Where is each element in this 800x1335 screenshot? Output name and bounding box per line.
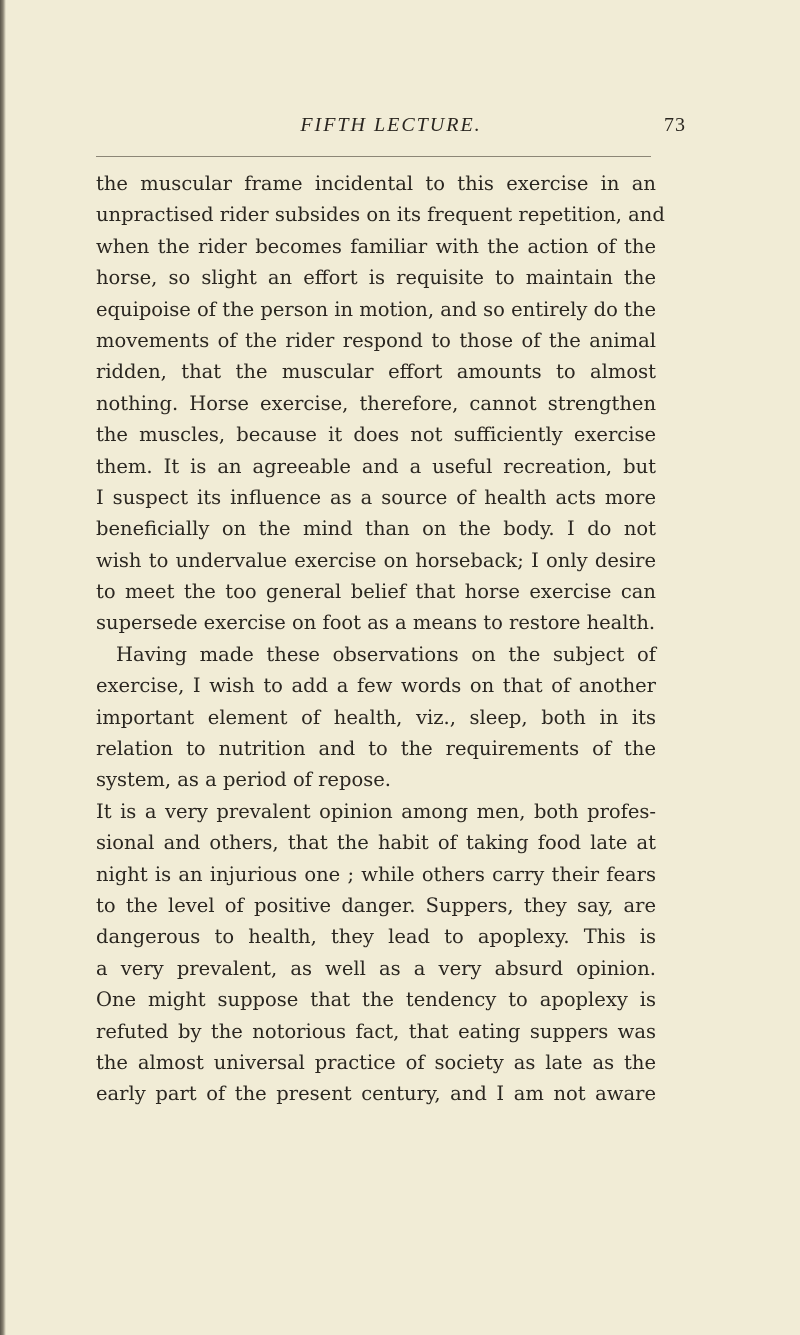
text-line: unpractised rider subsides on its frequent repetition, and	[96, 203, 665, 227]
text-line: system, as a period of repose.	[96, 768, 391, 792]
paragraph	[96, 168, 665, 639]
page-binding-edge	[0, 0, 6, 1335]
text-line: them. It is an agreeable and a useful recreation, but	[96, 454, 656, 478]
text-line: beneficially on the mind than on the body. I do not	[96, 517, 656, 541]
text-line: wish to undervalue exercise on horseback; I only desire	[96, 548, 656, 572]
text-line: nothing. Horse exercise, therefore, cannot strengthen	[96, 391, 656, 415]
running-header	[96, 114, 686, 144]
text-line: to meet the too general belief that horse exercise can	[96, 580, 656, 604]
text-line: when the rider becomes familiar with the action of the	[96, 234, 656, 258]
text-line: exercise, I wish to add a few words on that of another	[96, 674, 656, 698]
text-line: a very prevalent, as well as a very absurd opinion.	[96, 956, 656, 980]
text-line: equipoise of the person in motion, and so entirely do the	[96, 297, 656, 321]
page-number: 73	[664, 114, 686, 136]
text-line: refuted by the notorious fact, that eating suppers was	[96, 1019, 656, 1043]
text-line: the muscles, because it does not sufficiently exercise	[96, 423, 656, 447]
text-line: Having made these observations on the subject of	[116, 642, 656, 666]
text-line: supersede exercise on foot as a means to restore health.	[96, 611, 656, 635]
text-line: dangerous to health, they lead to apoplexy. This is	[96, 925, 656, 949]
text-line: ridden, that the muscular effort amounts to almost	[96, 360, 656, 384]
text-line: sional and others, that the habit of taking food late at	[96, 831, 656, 855]
body-text	[96, 168, 665, 1110]
text-line: important element of health, viz., sleep, both in its	[96, 705, 656, 729]
paragraph	[96, 639, 656, 796]
text-line: I suspect its influence as a source of health acts more	[96, 485, 656, 509]
text-line: night is an injurious one ; while others carry their fears	[96, 862, 656, 886]
text-line: early part of the present century, and I am not aware	[96, 1082, 656, 1106]
text-line: It is a very prevalent opinion among men, both profes-	[96, 799, 656, 823]
text-line: to the level of positive danger. Suppers, they say, are	[96, 893, 656, 917]
paragraph	[96, 796, 656, 1110]
header-rule	[96, 156, 651, 157]
text-line: horse, so slight an effort is requisite to maintain the	[96, 266, 656, 290]
running-title: FIFTH LECTURE.	[300, 114, 482, 136]
text-line: the almost universal practice of society as late as the	[96, 1050, 656, 1074]
text-line: the muscular frame incidental to this exercise in an	[96, 172, 656, 195]
text-line: One might suppose that the tendency to apoplexy is	[96, 988, 656, 1012]
text-line: movements of the rider respond to those of the animal	[96, 328, 656, 352]
text-line: relation to nutrition and to the requirements of the	[96, 737, 656, 761]
